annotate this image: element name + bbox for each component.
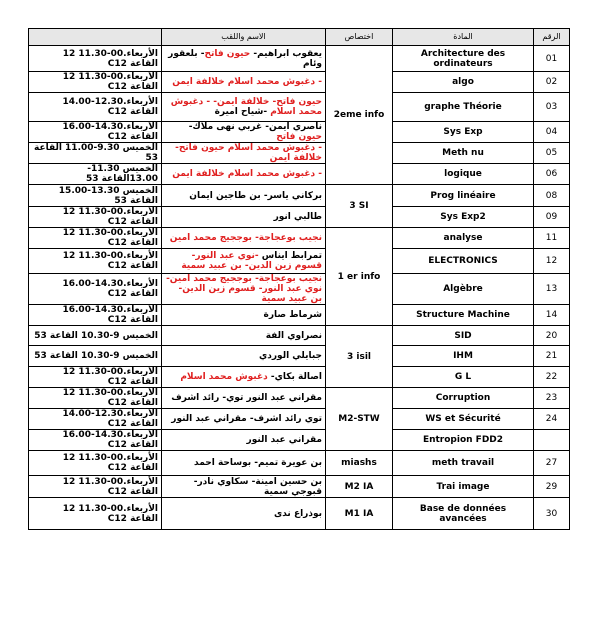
header-num: الرقم: [534, 29, 570, 46]
names-cell: [162, 46, 326, 72]
names-red-text: -نوي عبد النور- قسوم زين الدين- بن عبيد سمية: [181, 251, 322, 271]
time-cell: الأربعاء.00-11.30 12 القاعة C12: [29, 46, 162, 72]
names-text: مقراني عبد النور: [246, 435, 322, 445]
specialty-cell: 1 er info: [326, 228, 393, 326]
subject-cell: analyse: [393, 228, 534, 249]
table-row: [29, 72, 570, 93]
specialty-cell: miashs: [326, 451, 393, 476]
names-cell: [162, 122, 326, 143]
names-text: تمرابط ايناس: [258, 251, 322, 261]
table-row: [29, 476, 570, 498]
header-time: [29, 29, 162, 46]
time-cell: الأربعاء.00-11.30 12 القاعة C12: [29, 249, 162, 274]
num-cell: 24: [534, 409, 570, 430]
specialty-cell: M1 IA: [326, 498, 393, 530]
num-cell: 01: [534, 46, 570, 72]
names-text: بن عويرة تميم- بوساحة احمد: [194, 458, 322, 468]
names-cell: [162, 430, 326, 451]
num-cell: 09: [534, 207, 570, 228]
time-cell: الأربعاء.00-11.30 12 القاعة C12: [29, 367, 162, 388]
names-cell: [162, 367, 326, 388]
subject-cell: Base de données avancées: [393, 498, 534, 530]
specialty-cell: 3 isil: [326, 326, 393, 388]
subject-cell: ELECTRONICS: [393, 249, 534, 274]
num-cell: 23: [534, 388, 570, 409]
header-specialty: اختصاص: [326, 29, 393, 46]
table-row: [29, 46, 570, 72]
table-row: [29, 228, 570, 249]
subject-cell: Meth nu: [393, 143, 534, 164]
num-cell: 02: [534, 72, 570, 93]
subject-cell: G L: [393, 367, 534, 388]
names-red-text: - دغبوش محمد اسلام خلالفة ايمن: [172, 169, 322, 179]
num-cell: 21: [534, 346, 570, 367]
names-text: شرماط صارة: [263, 310, 322, 320]
time-cell: الأربعاء.12.30-14.00 القاعة C12: [29, 93, 162, 122]
table-row: [29, 164, 570, 185]
names-cell: [162, 326, 326, 346]
table-row: [29, 409, 570, 430]
names-red-text: دغبوش محمد اسلام: [180, 372, 268, 382]
num-cell: 14: [534, 305, 570, 326]
num-cell: 27: [534, 451, 570, 476]
names-cell: [162, 346, 326, 367]
num-cell: 29: [534, 476, 570, 498]
names-text: جبايلي الوردي: [259, 351, 322, 361]
num-cell: 03: [534, 93, 570, 122]
num-cell: 04: [534, 122, 570, 143]
names-cell: [162, 476, 326, 498]
subject-cell: Architecture des ordinateurs: [393, 46, 534, 72]
table-row: [29, 388, 570, 409]
table-row: [29, 305, 570, 326]
names-cell: [162, 498, 326, 530]
names-cell: [162, 185, 326, 207]
table-row: [29, 207, 570, 228]
specialty-cell: M2-STW: [326, 388, 393, 451]
subject-cell: meth travail: [393, 451, 534, 476]
time-cell: الخميس 11.30-13.00القاعة 53: [29, 164, 162, 185]
names-text: يعقوب ابراهيم-: [250, 48, 322, 59]
table-row: [29, 185, 570, 207]
time-cell: الأربعاء.14.30-16.00 القاعة C12: [29, 305, 162, 326]
table-row: [29, 274, 570, 305]
names-cell: [162, 451, 326, 476]
subject-cell: Algèbre: [393, 274, 534, 305]
num-cell: 06: [534, 164, 570, 185]
specialty-cell: 2eme info: [326, 46, 393, 185]
time-cell: الأربعاء.00-11.30 12 القاعة C12: [29, 388, 162, 409]
names-text: ناصري ايمن- غربي نهى ملاك-: [188, 122, 322, 132]
num-cell: 13: [534, 274, 570, 305]
names-text: بركاني ياسر- بن طاجين ايمان: [189, 190, 322, 201]
names-text: بوذراع ندى: [273, 508, 322, 519]
names-cell: [162, 305, 326, 326]
subject-cell: IHM: [393, 346, 534, 367]
names-text: طالبي انور: [273, 212, 322, 222]
num-cell: 08: [534, 185, 570, 207]
subject-cell: Corruption: [393, 388, 534, 409]
time-cell: الأربعاء.14.30-16.00 القاعة C12: [29, 430, 162, 451]
names-red-text: نجيب بوعجاجة- بوججيج محمد امين- نوي عبد النور- قسوم زين الدين- بن عبيد سمية: [166, 274, 322, 304]
time-cell: الأربعاء.00-11.30 12 القاعة C12: [29, 228, 162, 249]
names-text: توي رائد اشرف- مقراني عبد النور: [171, 414, 322, 424]
names-red-text: - دغبوش محمد اسلام خلالفة ايمن: [172, 77, 322, 87]
time-cell: الأربعاء.12.30-14.00 القاعة C12: [29, 409, 162, 430]
names-text: اصالة بكاي-: [267, 372, 322, 382]
time-cell: الأربعاء.00-11.30 12 القاعة C12: [29, 207, 162, 228]
table-row: [29, 367, 570, 388]
names-text: نصراوي الفة: [265, 330, 322, 341]
time-cell: الأربعاء.00-11.30 12 القاعة C12: [29, 72, 162, 93]
table-row: [29, 498, 570, 530]
time-cell: الأربعاء.14.30-16.00 القاعة C12: [29, 274, 162, 305]
num-cell: 22: [534, 367, 570, 388]
table-row: [29, 346, 570, 367]
table-row: [29, 93, 570, 122]
table-row: [29, 249, 570, 274]
subject-cell: Prog linéaire: [393, 185, 534, 207]
subject-cell: Sys Exp: [393, 122, 534, 143]
subject-cell: Structure Machine: [393, 305, 534, 326]
names-text: بن حسين امينة- سكاوي نادر- قبوجي سمية: [193, 476, 322, 497]
names-cell: [162, 228, 326, 249]
num-cell: 12: [534, 249, 570, 274]
time-cell: الخميس 13.30-15.00 القاعة 53: [29, 185, 162, 207]
table-row: [29, 122, 570, 143]
subject-cell: WS et Sécurité: [393, 409, 534, 430]
names-red-text: حيون فاتح: [276, 132, 322, 142]
table-row: [29, 143, 570, 164]
subject-cell: algo: [393, 72, 534, 93]
table-row: [29, 326, 570, 346]
names-cell: [162, 93, 326, 122]
table-row: [29, 451, 570, 476]
subject-cell: Entropion FDD2: [393, 430, 534, 451]
names-cell: [162, 409, 326, 430]
specialty-cell: 3 SI: [326, 185, 393, 228]
time-cell: الأربعاء.14.30-16.00 القاعة C12: [29, 122, 162, 143]
table-row: [29, 430, 570, 451]
names-text: - بلعقور وئام: [168, 48, 322, 69]
names-red-text: نجيب بوعجاجة- بوججيج محمد امين: [169, 233, 322, 243]
subject-cell: SID: [393, 326, 534, 346]
header-subject: المادة: [393, 29, 534, 46]
specialty-cell: M2 IA: [326, 476, 393, 498]
names-cell: [162, 207, 326, 228]
time-cell: الخميس 9.30-11.00 القاعة 53: [29, 143, 162, 164]
time-cell: الأربعاء.00-11.30 12 القاعة C12: [29, 476, 162, 498]
subject-cell: logique: [393, 164, 534, 185]
subject-cell: graphe Théorie: [393, 93, 534, 122]
time-cell: الخميس 9-10.30 القاعة 53: [29, 346, 162, 367]
names-cell: [162, 274, 326, 305]
time-cell: الأربعاء.00-11.30 12 القاعة C12: [29, 451, 162, 476]
num-cell: 05: [534, 143, 570, 164]
names-text: مقراني عبد النور توي- رائد اشرف: [171, 393, 322, 403]
subject-cell: Sys Exp2: [393, 207, 534, 228]
time-cell: الأربعاء.00-11.30 12 القاعة C12: [29, 498, 162, 530]
num-cell: 30: [534, 498, 570, 530]
header-row: [29, 29, 570, 46]
names-cell: [162, 72, 326, 93]
names-cell: [162, 143, 326, 164]
names-red-text: حيون فاتح- خلالفة ايمن- - دغبوش محمد اسلام: [170, 97, 322, 117]
names-cell: [162, 388, 326, 409]
num-cell: [534, 430, 570, 451]
header-names: الاسم واللقب: [162, 29, 326, 46]
schedule-body: [29, 46, 570, 530]
names-cell: [162, 249, 326, 274]
subject-cell: Trai image: [393, 476, 534, 498]
schedule-table: [28, 28, 570, 530]
num-cell: 20: [534, 326, 570, 346]
time-cell: الخميس 9-10.30 القاعة 53: [29, 326, 162, 346]
names-red-text: حيون فاتح: [204, 48, 251, 59]
names-text: -شياح اميرة: [214, 107, 271, 117]
names-cell: [162, 164, 326, 185]
names-red-text: - دغبوش محمد اسلام حيون فاتح- خلالفة ايمن: [175, 143, 322, 163]
num-cell: 11: [534, 228, 570, 249]
